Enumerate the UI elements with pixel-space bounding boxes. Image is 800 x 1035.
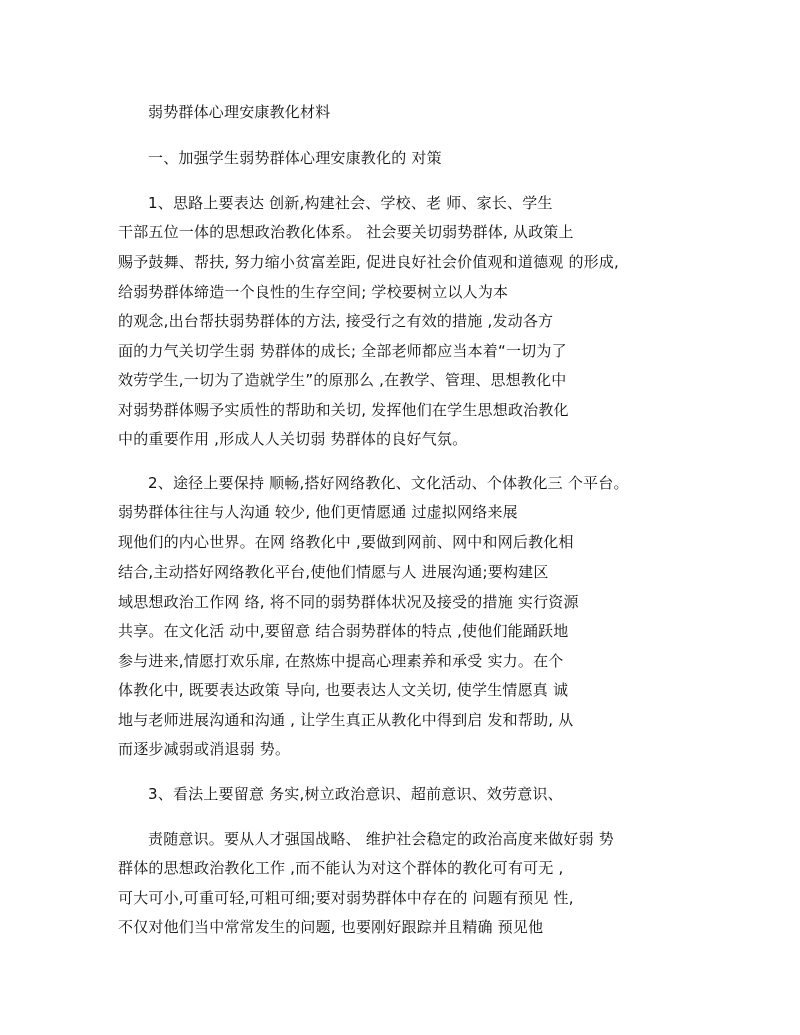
paragraph-line: 群体的思想政治教化工作 ,而不能认为对这个群体的教化可有可无 , xyxy=(118,859,564,877)
paragraph-line: 赐予鼓舞、帮扶, 努力缩小贫富差距, 促进良好社会价值观和道德观 的形成, xyxy=(118,253,620,271)
paragraph-line: 可大可小,可重可轻,可粗可细;要对弱势群体中存在的 问题有预见 性, xyxy=(118,889,574,907)
paragraph-line: 2、途径上要保持 顺畅,搭好网络教化、文化活动、个体教化三 个平台。 xyxy=(148,474,629,492)
paragraph-line: 给弱势群体缔造一个良性的生存空间; 学校要树立以人为本 xyxy=(118,283,509,301)
paragraph-line: 干部五位一体的思想政治教化体系。 社会要关切弱势群体, 从政策上 xyxy=(118,223,574,241)
paragraph-line: 地与老师进展沟通和沟通 , 让学生真正从教化中得到启 发和帮助, 从 xyxy=(118,711,574,729)
paragraph-line: 效劳学生,一切为了造就学生”的原那么 ,在教学、管理、思想教化中 xyxy=(118,371,567,389)
paragraph-line: 中的重要作用 ,形成人人关切弱 势群体的良好气氛。 xyxy=(118,430,468,448)
paragraph-line: 弱势群体往往与人沟通 较少, 他们更情愿通 过虚拟网络来展 xyxy=(118,503,518,521)
paragraph-line: 结合,主动搭好网络教化平台,使他们情愿与人 进展沟通;要构建区 xyxy=(118,563,549,581)
document-title: 弱势群体心理安康教化材料 xyxy=(148,103,331,121)
paragraph-line: 共享。在文化活 动中,要留意 结合弱势群体的特点 ,使他们能踊跃地 xyxy=(118,622,569,640)
paragraph-line: 域思想政治工作网 络, 将不同的弱势群体状况及接受的措施 实行资源 xyxy=(118,593,579,611)
paragraph-line: 不仅对他们当中常常发生的问题, 也要刚好跟踪并且精确 预见他 xyxy=(118,918,544,936)
paragraph-line: 1、思路上要表达 创新,构建社会、学校、老 师、家长、学生 xyxy=(148,194,553,212)
paragraph-line: 责随意识。要从人才强国战略、 维护社会稳定的政治高度来做好弱 势 xyxy=(148,830,614,848)
paragraph-line: 而逐步减弱或消退弱 势。 xyxy=(118,740,291,758)
paragraph-line: 对弱势群体赐予实质性的帮助和关切, 发挥他们在学生思想政治教化 xyxy=(118,401,569,419)
paragraph-line: 体教化中, 既要表达政策 导向, 也要表达人文关切, 使学生情愿真 诚 xyxy=(118,681,569,699)
paragraph-3-heading: 3、看法上要留意 务实,树立政治意识、超前意识、效劳意识、 xyxy=(148,785,563,803)
section-heading: 一、加强学生弱势群体心理安康教化的 对策 xyxy=(148,149,442,167)
paragraph-line: 参与进来,情愿打欢乐扉, 在熬炼中提高心理素养和承受 实力。在个 xyxy=(118,652,564,670)
paragraph-line: 面的力气关切学生弱 势群体的成长; 全部老师都应当本着“一切为了 xyxy=(118,342,567,360)
paragraph-line: 的观念,出台帮扶弱势群体的方法, 接受行之有效的措施 ,发动各方 xyxy=(118,312,554,330)
paragraph-line: 现他们的内心世界。在网 络教化中 ,要做到网前、网中和网后教化相 xyxy=(118,533,574,551)
